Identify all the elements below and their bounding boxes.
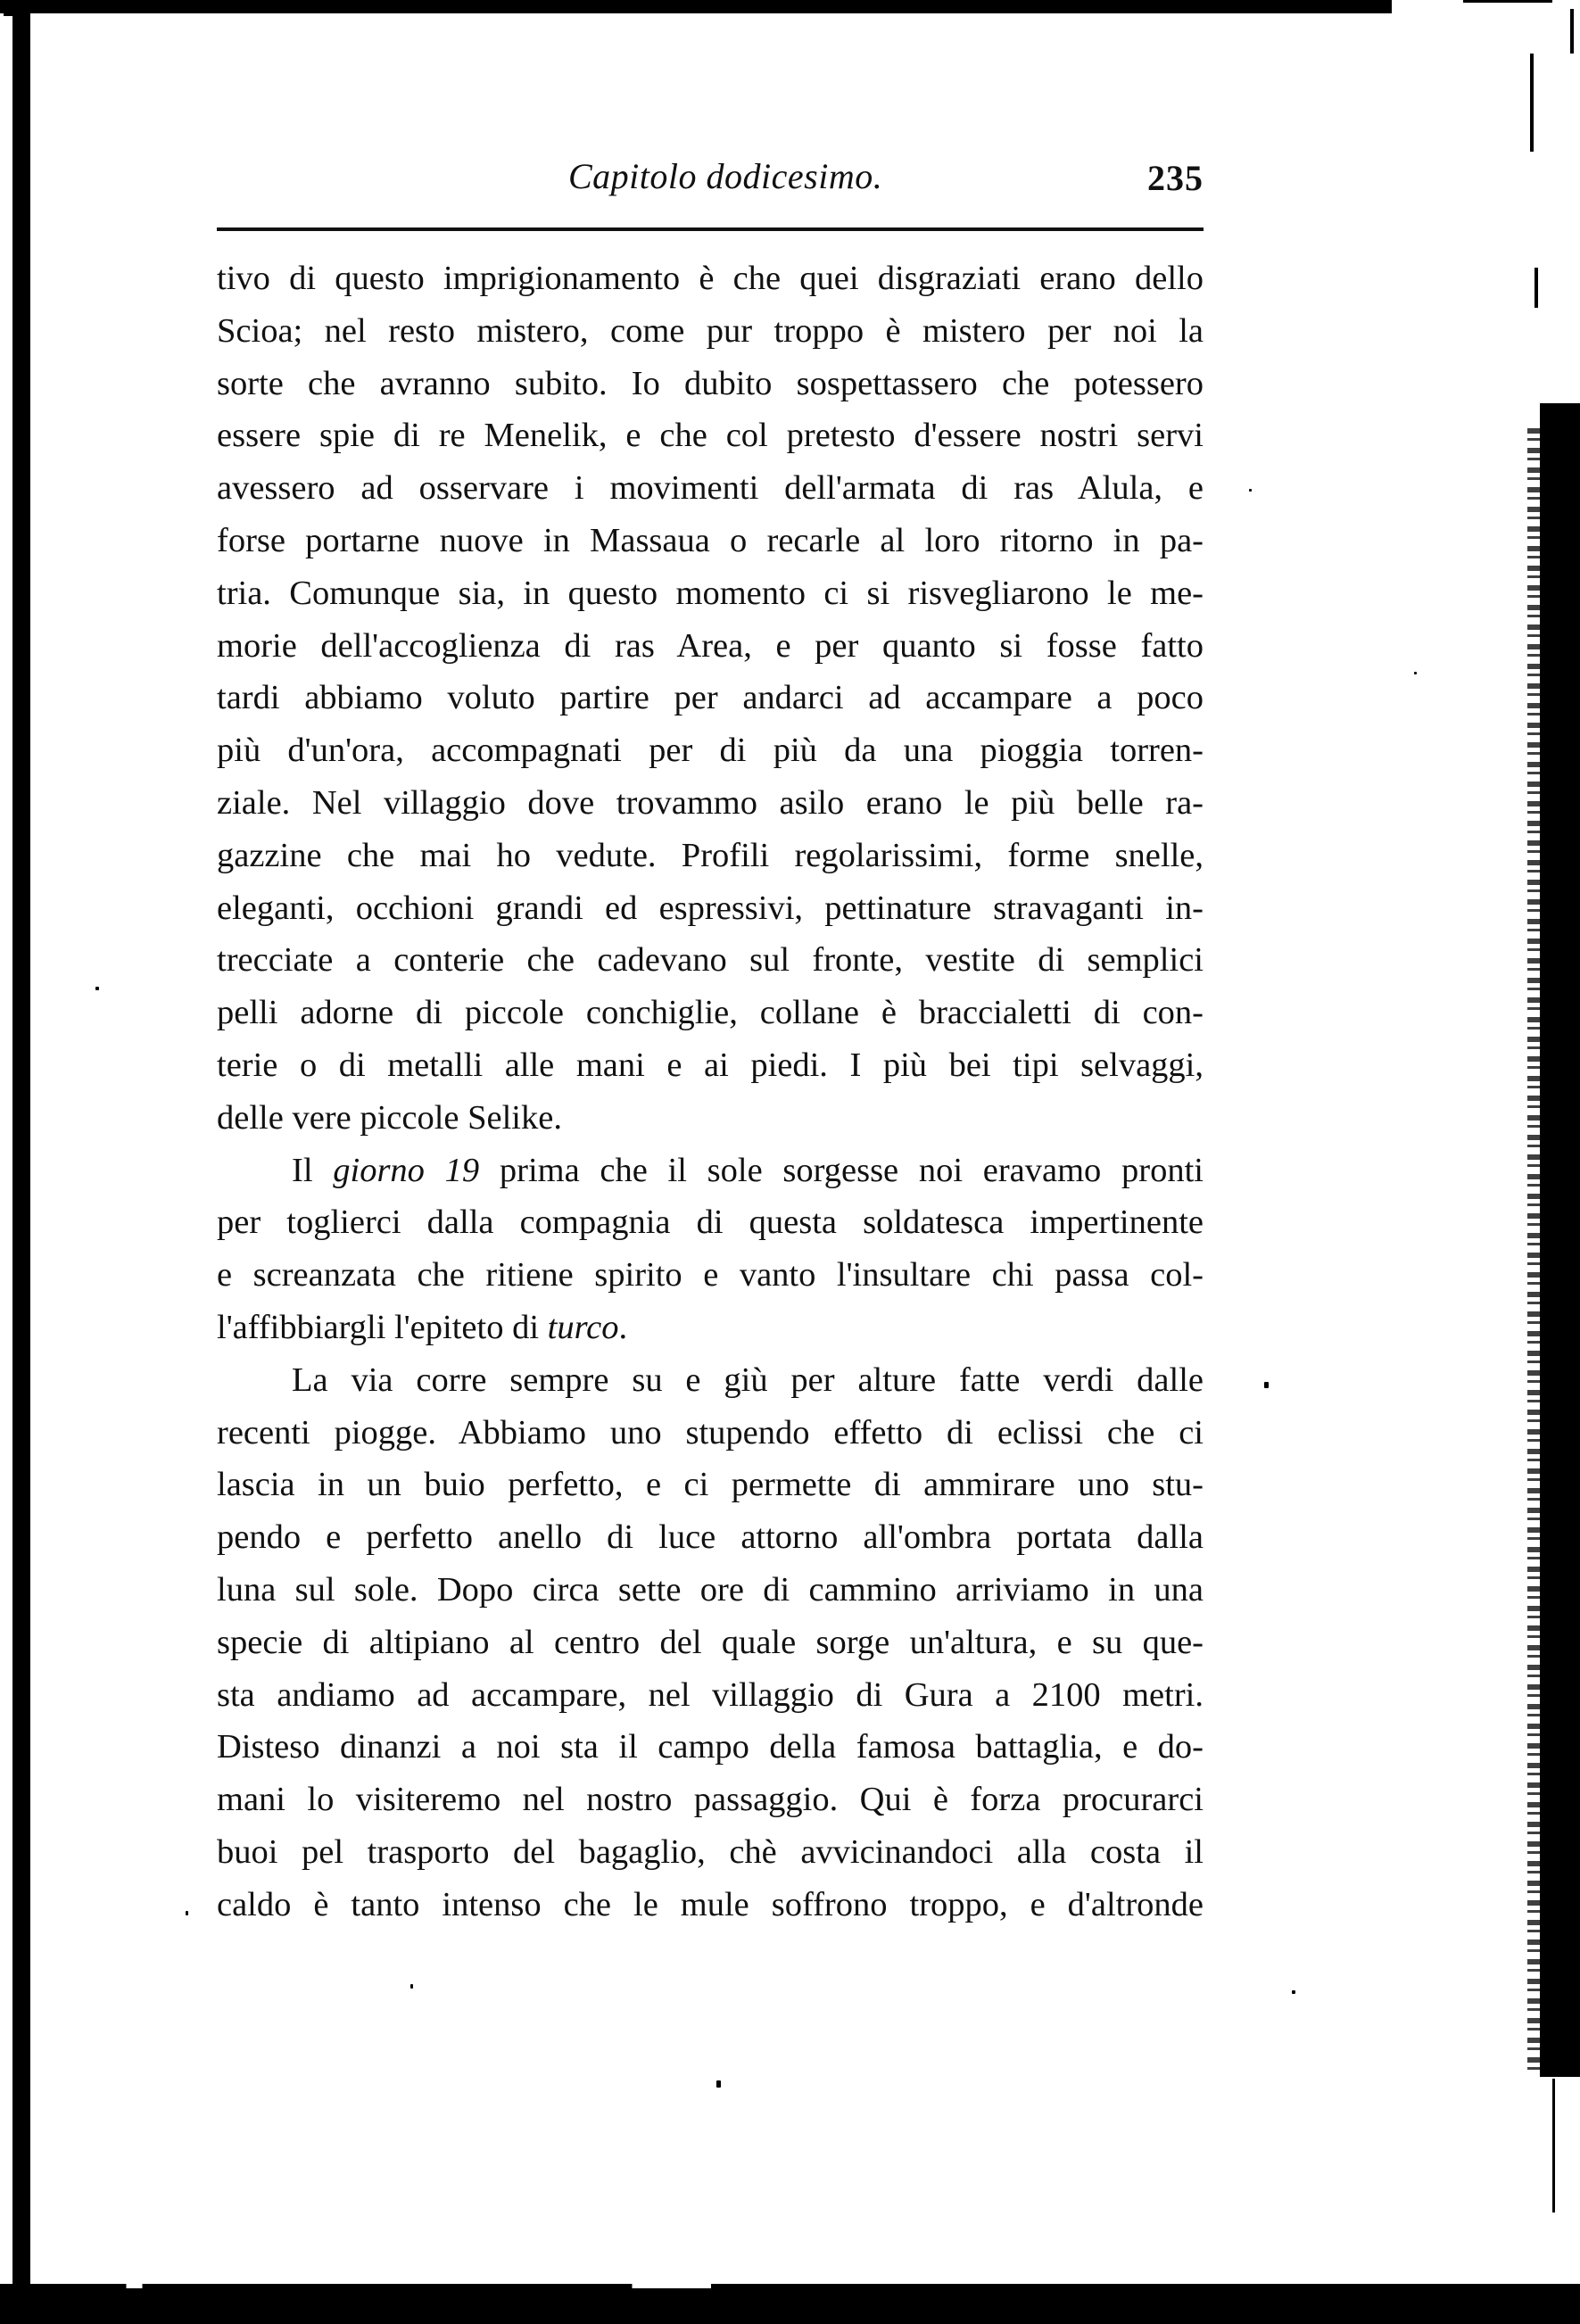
scan-border-bottom xyxy=(0,2288,1580,2324)
scan-speck xyxy=(716,2080,721,2088)
scan-speck xyxy=(1414,672,1417,674)
text-line: ziale. Nel villaggio dove trovammo asilo erano le più belle ra- xyxy=(217,783,1204,822)
scan-mark-right-corner xyxy=(1570,9,1574,54)
text-line: tardi abbiamo voluto partire per andarci ad accampare a poco xyxy=(217,679,1204,717)
text-line: pelli adorne di piccole conchiglie, collane è braccialetti di con- xyxy=(217,994,1204,1032)
text-line: avessero ad osservare i movimenti dell'armata di ras Alula, e xyxy=(217,469,1204,508)
text-line: eleganti, occhioni grandi ed espressivi, pettinature stravaganti in- xyxy=(217,889,1204,927)
page-number: 235 xyxy=(1147,158,1204,198)
text-line: forse portarne nuove in Massaua o recarle al loro ritorno in pa- xyxy=(217,521,1204,559)
scan-mark-right xyxy=(1535,268,1538,308)
text-line: essere spie di re Menelik, e che col pretesto d'essere nostri servi xyxy=(217,417,1204,455)
text-line: trecciate a conterie che cadevano sul fronte, vestite di semplici xyxy=(217,941,1204,980)
text-run: l'affibbiargli l'epiteto di xyxy=(217,1308,548,1346)
text-line: e screanzata che ritiene spirito e vanto l'insultare chi passa col- xyxy=(217,1256,1204,1294)
italic-date: giorno 19 xyxy=(333,1151,480,1189)
scan-speck xyxy=(1292,1990,1295,1994)
text-line: buoi pel trasporto del bagaglio, chè avvicinandoci alla costa il xyxy=(217,1832,1204,1871)
text-line: gazzine che mai ho vedute. Profili regolarissimi, forme snelle, xyxy=(217,836,1204,874)
scan-border-right-thin-mark xyxy=(1552,2079,1555,2212)
text-line: per toglierci dalla compagnia di questa soldatesca impertinente xyxy=(217,1203,1204,1242)
text-line: mani lo visiteremo nel nostro passaggio. Qui è forza procurarci xyxy=(217,1781,1204,1819)
paragraph-end-line: delle vere piccole Selike. xyxy=(217,1098,562,1137)
header-rule xyxy=(217,227,1204,231)
scan-mark-right-top xyxy=(1530,54,1534,152)
text-line: sta andiamo ad accampare, nel villaggio di Gura a 2100 metri. xyxy=(217,1675,1204,1714)
paragraph-end-line xyxy=(217,1302,1204,1354)
scan-border-top xyxy=(0,0,1392,13)
text-line: Disteso dinanzi a noi sta il campo della famosa battaglia, e do- xyxy=(217,1728,1204,1766)
text-line: più d'un'ora, accompagnati per di più da una pioggia torren- xyxy=(217,732,1204,770)
text-line: specie di altipiano al centro del quale sorge un'altura, e su que- xyxy=(217,1623,1204,1661)
text-line: lascia in un buio perfetto, e ci permette di ammirare uno stu- xyxy=(217,1466,1204,1504)
text-line: sorte che avranno subito. Io dubito sospettassero che potessero xyxy=(217,364,1204,402)
chapter-title: Capitolo dodicesimo. xyxy=(568,156,883,196)
scan-speck xyxy=(410,1984,413,1989)
scan-border-right-strip xyxy=(1540,403,1580,2077)
text-run: . xyxy=(618,1308,628,1346)
text-line: recenti piogge. Abbiamo uno stupendo effetto di eclissi che ci xyxy=(217,1413,1204,1451)
text-line: morie dell'accoglienza di ras Area, e per quanto si fosse fatto xyxy=(217,626,1204,665)
text-line: pendo e perfetto anello di luce attorno all'ombra portata dalla xyxy=(217,1518,1204,1557)
scan-border-left xyxy=(12,0,30,2302)
paragraph-start-line xyxy=(217,1145,1204,1197)
text-line: terie o di metalli alle mani e ai piedi. I più bei tipi selvaggi, xyxy=(217,1046,1204,1084)
body-text xyxy=(217,252,1204,1931)
text-line: Scioa; nel resto mistero, come pur troppo è mistero per noi la xyxy=(217,311,1204,350)
scan-border-left-notch xyxy=(4,11,30,16)
scan-border-right-ragged-edge xyxy=(1527,428,1540,2070)
paragraph-start-line: La via corre sempre su e giù per alture fatte verdi dalle xyxy=(292,1360,1204,1399)
scan-speck xyxy=(186,1911,188,1915)
italic-word: turco xyxy=(547,1308,619,1346)
text-line: tivo di questo imprigionamento è che quei disgraziati erano dello xyxy=(217,260,1204,297)
text-line: caldo è tanto intenso che le mule soffrono troppo, e d'altronde xyxy=(217,1885,1204,1923)
scan-speck xyxy=(95,987,99,990)
text-run: Il xyxy=(292,1151,334,1189)
text-run: prima che il sole sorgesse noi eravamo pronti xyxy=(479,1151,1204,1189)
running-head xyxy=(217,150,1204,203)
text-line: tria. Comunque sia, in questo momento ci si risvegliarono le me- xyxy=(217,574,1204,612)
scan-border-top-fragment xyxy=(1463,0,1552,3)
text-line: luna sul sole. Dopo circa sette ore di cammino arriviamo in una xyxy=(217,1570,1204,1609)
scan-speck xyxy=(1249,489,1252,492)
scan-speck xyxy=(1264,1382,1269,1388)
